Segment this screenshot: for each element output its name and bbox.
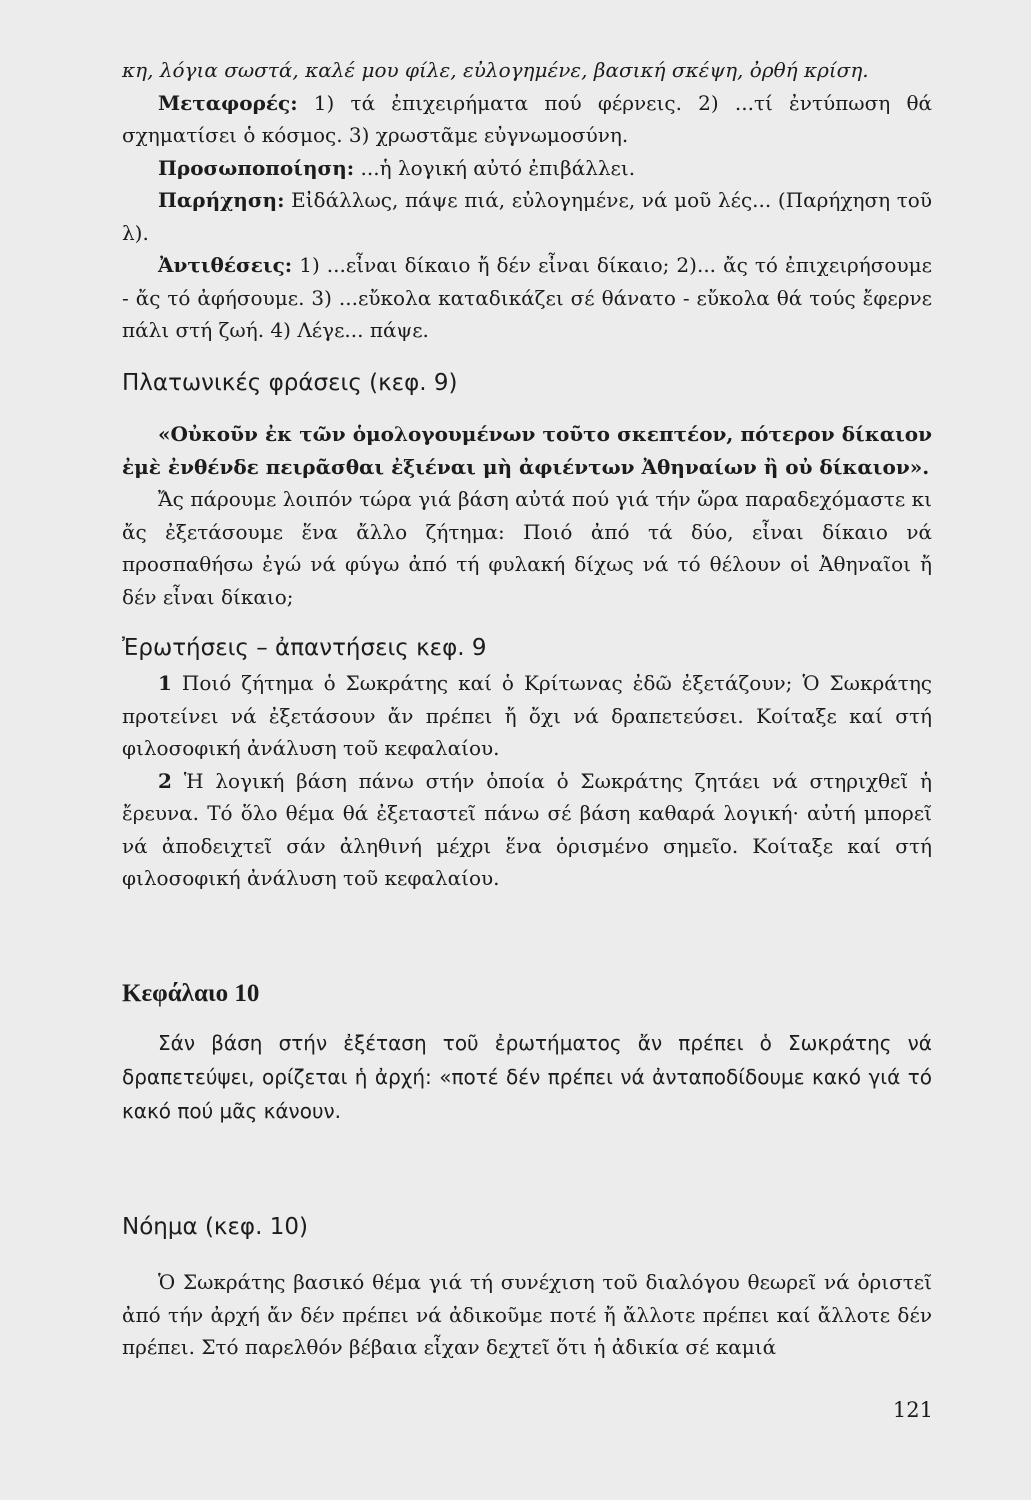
parichisi-text: Εἰδάλλως, πάψε πιά, εὐλογημένε, νά μοῦ λές... (Παρήχηση τοῦ λ).	[122, 188, 932, 245]
questions-answers-section	[122, 633, 932, 895]
qa-heading: Ἐρωτήσεις – ἀπαντήσεις κεφ. 9	[122, 635, 487, 661]
parichisi-paragraph	[122, 184, 932, 249]
chapter-10-heading: Κεφάλαιο 10	[122, 980, 260, 1007]
metafores-label: Μεταφορές:	[158, 90, 298, 115]
platonic-heading: Πλατωνικές φράσεις (κεφ. 9)	[122, 370, 458, 396]
question-2	[122, 765, 932, 895]
antitheseis-label: Ἀντιθέσεις:	[158, 253, 293, 277]
antitheseis-paragraph	[122, 249, 932, 347]
intro-line: κη, λόγια σωστά, καλέ μου φίλε, εὐλογημένε, βασική σκέψη, ὀρθή κρίση.	[122, 58, 869, 82]
quote-translation: Ἄς πάρουμε λοιπόν τώρα γιά βάση αὐτά πού γιά τήν ὥρα παραδεχόμαστε κι ἄς ἐξετάσουμε ἕνα ἄλλο ζήτημα: Ποιό ἀπό τά δύο, εἶναι δίκαιο νά προσπαθήσω ἐγώ νά φύγω ἀπό τή φυλακή δίχως νά τό θέλουν οἱ Ἀθηναῖοι ἤ δέν εἶναι δίκαιο;	[122, 487, 932, 609]
parichisi-label: Παρήχηση:	[158, 188, 285, 212]
noima-heading: Νόημα (κεφ. 10)	[122, 1214, 308, 1240]
noima-section	[122, 1212, 932, 1364]
question-1	[122, 667, 932, 765]
metafores-paragraph	[122, 87, 932, 152]
metafores-text: 1) τά ἐπιχειρήματα πού φέρνεις. 2) ...τί ἐντύπωση θά σχηματίσει ὁ κόσμος. 3) χρωστᾶμε εὐγνωμοσύνη.	[122, 90, 932, 147]
figures-of-speech-section	[122, 54, 932, 347]
platonic-phrases-section	[122, 368, 932, 613]
prosopopoiisi-text: ...ἡ λογική αὐτό ἐπιβάλλει.	[354, 155, 636, 180]
question-2-number: 2	[158, 768, 172, 793]
ancient-quote: «Οὐκοῦν ἐκ τῶν ὁμολογουμένων τοῦτο σκεπτέον, πότερον δίκαιον ἐμὲ ἐνθένδε πειρᾶσθαι ἐξιέναι μὴ ἀφιέντων Ἀθηναίων ἢ οὐ δίκαιον».	[122, 422, 932, 479]
question-1-number: 1	[158, 671, 172, 695]
chapter-10-section	[122, 980, 932, 1128]
prosopopoiisi-paragraph	[122, 152, 932, 185]
chapter-10-text: Σάν βάση στήν ἐξέταση τοῦ ἐρωτήματος ἄν πρέπει ὁ Σωκράτης νά δραπετεύψει, ορίζεται ἡ ἀρχή: «ποτέ δέν πρέπει νά ἀνταποδίδουμε κακό γιά τό κακό πού μᾶς κάνουν.	[122, 1031, 932, 1123]
question-2-text: Ἡ λογική βάση πάνω στήν ὁποία ὁ Σωκράτης ζητάει νά στηριχθεῖ ἡ ἔρευνα. Τό ὅλο θέμα θά ἐξεταστεῖ πάνω σέ βάση καθαρά λογική· αὐτή μπορεῖ νά ἀποδειχτεῖ σάν ἀληθινή μέχρι ἕνα ὁρισμένο σημεῖο. Κοίταξε καί στή φιλοσοφική ἀνάλυση τοῦ κεφαλαίου.	[122, 768, 932, 890]
antitheseis-text: 1) ...εἶναι δίκαιο ἤ δέν εἶναι δίκαιο; 2)... ἄς τό ἐπιχειρήσουμε - ἄς τό ἀφήσουμε. 3) ...εὔκολα καταδικάζει σέ θάνατο - εὔκολα θά τούς ἔφερνε πάλι στή ζωή. 4) Λέγε... πάψε.	[122, 253, 932, 342]
question-1-text: Ποιό ζήτημα ὁ Σωκράτης καί ὁ Κρίτωνας ἐδῶ ἐξετάζουν; Ὁ Σωκράτης προτείνει νά ἐξετάσουν ἄν πρέπει ἤ ὄχι νά δραπετεύσει. Κοίταξε καί στή φιλοσοφική ἀνάλυση τοῦ κεφαλαίου.	[122, 671, 932, 760]
noima-text: Ὁ Σωκράτης βασικό θέμα γιά τή συνέχιση τοῦ διαλόγου θεωρεῖ νά ὁριστεῖ ἀπό τήν ἀρχή ἄν δέν πρέπει νά ἀδικοῦμε ποτέ ἤ ἄλλοτε πρέπει καί ἄλλοτε δέν πρέπει. Στό παρελθόν βέβαια εἶχαν δεχτεῖ ὅτι ἡ ἀδικία σέ καμιά	[122, 1270, 932, 1359]
prosopopoiisi-label: Προσωποποίηση:	[158, 155, 355, 180]
page-number: 121	[892, 1398, 933, 1422]
